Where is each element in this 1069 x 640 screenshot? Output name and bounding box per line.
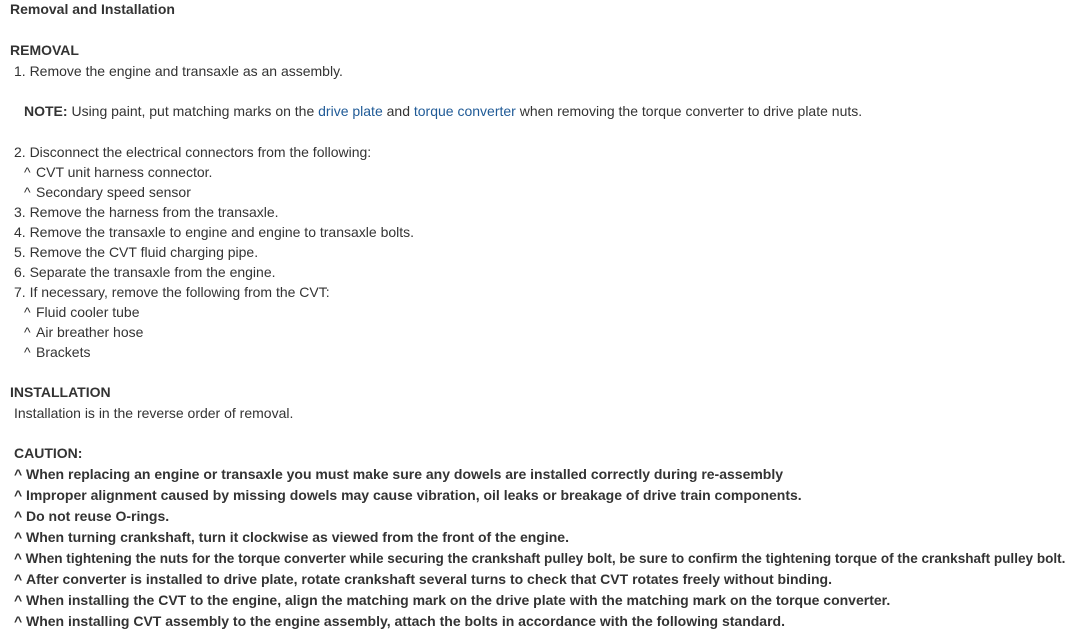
caret-bullet: ^ (24, 344, 31, 360)
note-text-before: Using paint, put matching marks on the (67, 103, 319, 119)
caret-bullet: ^ (14, 571, 23, 587)
installation-text: Installation is in the reverse order of removal. (14, 405, 294, 421)
page-title: Removal and Installation (10, 1, 175, 17)
removal-step-4: 4. Remove the transaxle to engine and engine to transaxle bolts. (14, 224, 415, 240)
list-item: ^ CVT unit harness connector. (24, 164, 213, 180)
caret-bullet: ^ (24, 324, 31, 340)
note-text-after: when removing the torque converter to drive plate nuts. (515, 103, 863, 119)
caret-bullet: ^ (24, 164, 31, 180)
removal-step-7: 7. If necessary, remove the following from the CVT: (14, 284, 330, 300)
caution-label: CAUTION: (14, 445, 83, 461)
caret-bullet: ^ (14, 613, 23, 629)
caution-item: ^ When turning crankshaft, turn it clockwise as viewed from the front of the engine. (14, 529, 569, 545)
caret-bullet: ^ (14, 592, 23, 608)
caret-bullet: ^ (24, 184, 31, 200)
note-text-mid: and (382, 103, 414, 119)
caution-item: ^ When tightening the nuts for the torque converter while securing the crankshaft pulley bolt, be sure to confirm the tightening torque of the crankshaft pulley bolt. (14, 550, 1066, 566)
note-label: NOTE: (24, 103, 68, 119)
removal-step-1: 1. Remove the engine and transaxle as an assembly. (14, 63, 343, 79)
caution-item: ^ After converter is installed to drive plate, rotate crankshaft several turns to check that CVT rotates freely without binding. (14, 571, 832, 587)
caret-bullet: ^ (14, 466, 23, 482)
list-item: ^ Secondary speed sensor (24, 184, 191, 200)
removal-heading: REMOVAL (10, 42, 79, 58)
caution-item: ^ When replacing an engine or transaxle you must make sure any dowels are installed correctly during re-assembly (14, 466, 784, 482)
drive-plate-link[interactable]: drive plate (318, 103, 383, 119)
removal-step-3: 3. Remove the harness from the transaxle. (14, 204, 279, 220)
list-item: ^ Brackets (24, 344, 91, 360)
caution-item: ^ When installing CVT assembly to the engine assembly, attach the bolts in accordance with the following standard. (14, 613, 785, 629)
removal-note (24, 102, 862, 120)
removal-step-5: 5. Remove the CVT fluid charging pipe. (14, 244, 259, 260)
caret-bullet: ^ (14, 529, 23, 545)
removal-step-6: 6. Separate the transaxle from the engine. (14, 264, 276, 280)
installation-heading: INSTALLATION (10, 384, 111, 400)
caution-item: ^ Do not reuse O-rings. (14, 508, 170, 524)
torque-converter-link[interactable]: torque converter (413, 103, 516, 119)
list-item: ^ Air breather hose (24, 324, 144, 340)
caret-bullet: ^ (14, 550, 22, 566)
caution-item: ^ When installing the CVT to the engine, align the matching mark on the drive plate with the matching mark on the torque converter. (14, 592, 891, 608)
caret-bullet: ^ (24, 304, 31, 320)
list-item: ^ Fluid cooler tube (24, 304, 140, 320)
caret-bullet: ^ (14, 508, 23, 524)
caution-item: ^ Improper alignment caused by missing dowels may cause vibration, oil leaks or breakage of drive train components. (14, 487, 802, 503)
caret-bullet: ^ (14, 487, 23, 503)
removal-step-2: 2. Disconnect the electrical connectors from the following: (14, 144, 372, 160)
